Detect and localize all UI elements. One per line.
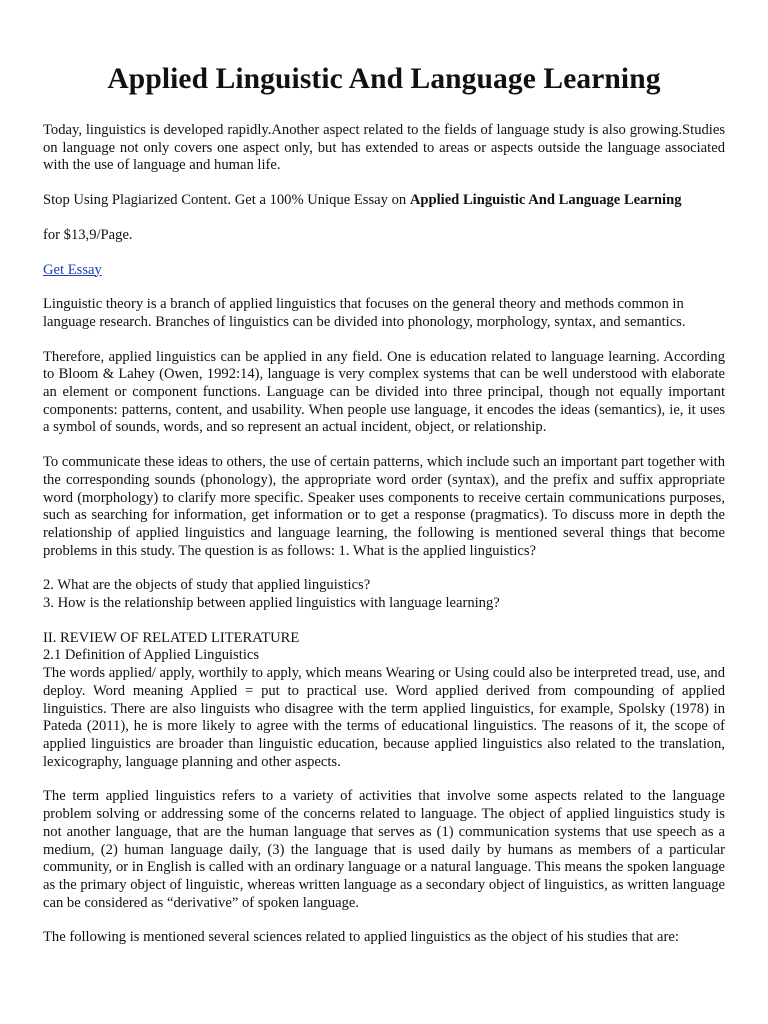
promo-line: [43, 192, 725, 210]
page-title: Applied Linguistic And Language Learning: [107, 63, 661, 95]
promo-price: for $13,9/Page.: [43, 226, 133, 243]
promo-essay-title: Applied Linguistic And Language Learning: [409, 192, 682, 209]
get-essay-link[interactable]: Get Essay: [43, 261, 102, 278]
theory-paragraph: Linguistic theory is a branch of applied linguistics that focuses on the general theory and methods common in language research. Branches of linguistics can be divided into phonology, morphology, syntax, and semantics.: [43, 296, 686, 330]
intro-paragraph: Today, linguistics is developed rapidly.Another aspect related to the fields of language study is also growing.Studies on language not only covers one aspect only, but has extended to areas or aspects outside the language associated with the use of language and human life.: [43, 122, 725, 174]
review-heading: II. REVIEW OF RELATED LITERATURE: [43, 629, 300, 646]
promo-prefix: Stop Using Plagiarized Content. Get a 100% Unique Essay on: [43, 192, 410, 209]
following-paragraph: The following is mentioned several sciences related to applied linguistics as the object of his studies that are:: [43, 929, 679, 946]
words-applied-paragraph: The words applied/ apply, worthily to apply, which means Wearing or Using could also be interpreted tread, use, and deploy. Word meaning Applied = put to practical use. Word applied derived from compounding of applied linguistics. There are also linguists who disagree with the term applied linguistics, for example, Spolsky (1978) in Pateda (2011), he is more likely to agree with the terms of educational linguistics. The reasons of it, the scope of applied linguistics are broader than linguistic education, because applied linguistics also related to the translation, lexicography, language planning and other aspects.: [43, 665, 725, 770]
communicate-paragraph: To communicate these ideas to others, the use of certain patterns, which include such an important part together with the corresponding sounds (phonology), the appropriate word order (syntax), and the prefix and suffix appropriate word (morphology) to clarify more specific. Speaker uses components to receive certain communications purposes, such as searching for information, get information or to get a response (pragmatics). To discuss more in depth the relationship of applied linguistics and language learning, the following is mentioned several things that become problems in this study. The question is as follows: 1. What is the applied linguistics?: [43, 454, 725, 559]
question-2: 2. What are the objects of study that applied linguistics?: [43, 577, 371, 594]
definition-heading: 2.1 Definition of Applied Linguistics: [43, 647, 260, 664]
question-3: 3. How is the relationship between applied linguistics with language learning?: [43, 595, 500, 612]
term-paragraph: The term applied linguistics refers to a variety of activities that involve some aspects related to the language problem solving or addressing some of the concerns related to language. The object of applied linguistics study is not another language, that are the human language that serves as (1) communication systems that use speech as a medium, (2) human language daily, (3) the language that is used daily by humans as members of a particular community, or in English is called with an ordinary language or a natural language. This means the spoken language as the primary object of linguistic, whereas written language as a secondary object of linguistics, as written language can be considered as “derivative” of spoken language.: [43, 788, 725, 911]
therefore-paragraph: Therefore, applied linguistics can be applied in any field. One is education related to language learning. According to Bloom & Lahey (Owen, 1992:14), language is very complex systems that can be well understood with elaborate an element or component functions. Language can be divided into three principal, though not equally important components: patterns, content, and usability. When people use language, it encodes the ideas (semantics), ie, it uses a symbol of sounds, words, and so represent an actual incident, object, or relationship.: [43, 348, 725, 436]
